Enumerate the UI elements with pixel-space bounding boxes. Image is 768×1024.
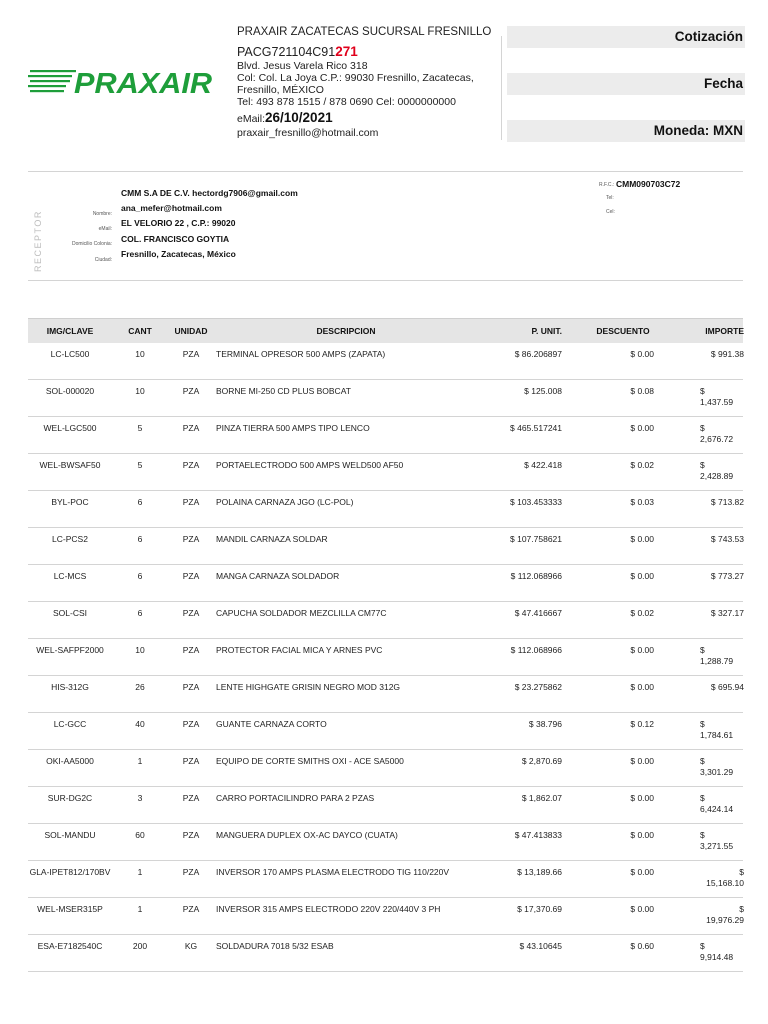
item-code: SUR-DG2C	[47, 793, 93, 803]
email-label: eMail:	[237, 113, 266, 125]
item-unit: KG	[184, 941, 198, 951]
table-row	[28, 639, 743, 676]
item-amount-part: $ 327.17	[710, 608, 744, 618]
table-row	[28, 787, 743, 824]
item-amount-part: 2,428.89	[700, 471, 734, 481]
item-amount-part: 1,437.59	[700, 397, 734, 407]
client-rfc: CMM090703C72	[616, 179, 681, 189]
item-amount	[700, 713, 744, 750]
address-line: Fresnillo, MÉXICO	[237, 84, 324, 96]
item-amount-part: 3,301.29	[700, 767, 734, 777]
item-code: OKI-AA5000	[46, 756, 94, 766]
item-description: POLAINA CARNAZA JGO (LC-POL)	[216, 497, 354, 507]
item-unit-price: $ 1,862.07	[521, 793, 562, 803]
table-row	[28, 935, 743, 972]
item-amount	[700, 639, 744, 676]
header-divider	[501, 36, 502, 140]
item-description: MANDIL CARNAZA SOLDAR	[216, 534, 328, 544]
praxair-logo	[28, 64, 214, 100]
item-description: GUANTE CARNAZA CORTO	[216, 719, 327, 729]
email-date-line	[237, 111, 497, 126]
item-code: WEL-LGC500	[43, 423, 97, 433]
item-qty: 60	[135, 830, 145, 840]
address-line: Blvd. Jesus Varela Rico 318	[237, 60, 368, 72]
item-code: WEL-MSER315P	[37, 904, 103, 914]
row-divider	[28, 971, 743, 972]
table-row	[28, 861, 743, 898]
item-qty: 1	[137, 867, 143, 877]
item-description: MANGA CARNAZA SOLDADOR	[216, 571, 340, 581]
item-code: LC-LC500	[50, 349, 90, 359]
item-unit-price: $ 112.068966	[510, 571, 562, 581]
item-qty: 26	[135, 682, 145, 692]
item-amount-part: $	[700, 756, 705, 766]
item-description: PORTAELECTRODO 500 AMPS WELD500 AF50	[216, 460, 404, 470]
item-description: SOLDADURA 7018 5/32 ESAB	[216, 941, 334, 951]
issue-date: 26/10/2021	[265, 110, 333, 125]
table-header	[28, 318, 743, 343]
table-row	[28, 491, 743, 528]
col-header-unit: UNIDAD	[174, 326, 208, 336]
item-amount	[700, 491, 744, 528]
col-header-code: IMG/CLAVE	[46, 326, 94, 336]
cel-label: Cel:	[606, 209, 615, 215]
col-header-qty: CANT	[128, 326, 152, 336]
item-unit-price: $ 2,870.69	[521, 756, 562, 766]
col-header-desc: DESCRIPCION	[316, 326, 376, 336]
item-qty: 5	[137, 423, 143, 433]
item-amount-part: $	[700, 423, 705, 433]
item-code: LC-MCS	[53, 571, 87, 581]
quote-title: Cotización	[507, 26, 745, 48]
receptor-label: RECEPTOR	[33, 210, 43, 272]
item-discount: $ 0.00	[630, 867, 654, 877]
table-row	[28, 750, 743, 787]
item-amount-part: 6,424.14	[700, 804, 734, 814]
item-unit: PZA	[182, 423, 200, 433]
item-qty: 5	[137, 460, 143, 470]
col-header-amount: IMPORTE	[705, 326, 744, 336]
item-description: MANGUERA DUPLEX OX-AC DAYCO (CUATA)	[216, 830, 398, 840]
item-amount-part: $ 743.53	[710, 534, 744, 544]
item-unit-price: $ 47.413833	[514, 830, 562, 840]
item-description: EQUIPO DE CORTE SMITHS OXI - ACE SA5000	[216, 756, 404, 766]
client-city: Fresnillo, Zacatecas, México	[121, 249, 236, 259]
item-description: CAPUCHA SOLDADOR MEZCLILLA CM77C	[216, 608, 387, 618]
item-unit-price: $ 465.517241	[510, 423, 562, 433]
item-unit-price: $ 107.758621	[510, 534, 562, 544]
item-amount-part: $	[700, 386, 705, 396]
address-line: Tel: 493 878 1515 / 878 0690 Cel: 0000000000	[237, 96, 456, 108]
item-amount-part: $	[700, 645, 705, 655]
item-description: BORNE MI-250 CD PLUS BOBCAT	[216, 386, 351, 396]
item-discount: $ 0.00	[630, 793, 654, 803]
folio-prefix: PACG721104C91	[237, 45, 336, 59]
company-email: praxair_fresnillo@hotmail.com	[237, 127, 379, 139]
table-row	[28, 676, 743, 713]
item-unit: PZA	[182, 645, 200, 655]
item-unit: PZA	[182, 830, 200, 840]
tel-label: Tel:	[606, 195, 614, 201]
email-label: eMail:	[98, 226, 112, 232]
item-amount	[700, 565, 744, 602]
divider	[28, 280, 743, 281]
item-amount-part: $ 713.82	[710, 497, 744, 507]
item-discount: $ 0.08	[630, 386, 654, 396]
item-amount	[700, 343, 744, 380]
table-row	[28, 343, 743, 380]
item-description: INVERSOR 315 AMPS ELECTRODO 220V 220/440V 3 PH	[216, 904, 441, 914]
item-description: LENTE HIGHGATE GRISIN NEGRO MOD 312G	[216, 682, 401, 692]
item-qty: 6	[137, 608, 143, 618]
currency-label: Moneda: MXN	[507, 120, 745, 142]
table-row	[28, 713, 743, 750]
table-row	[28, 602, 743, 639]
item-unit-price: $ 43.10645	[519, 941, 562, 951]
item-amount-part: $ 773.27	[710, 571, 744, 581]
name-label: Nombre:	[92, 211, 112, 217]
item-qty: 10	[135, 386, 145, 396]
item-discount: $ 0.00	[630, 830, 654, 840]
item-description: CARRO PORTACILINDRO PARA 2 PZAS	[216, 793, 375, 803]
item-qty: 6	[137, 534, 143, 544]
item-code: WEL-SAFPF2000	[36, 645, 104, 655]
address-line: Col: Col. La Joya C.P.: 99030 Fresnillo, Zacatecas,	[237, 72, 474, 84]
item-unit-price: $ 23.275862	[514, 682, 562, 692]
item-unit: PZA	[182, 571, 200, 581]
client-name: CMM S.A DE C.V. hectordg7906@gmail.com	[121, 188, 298, 198]
rfc-label: R.F.C.:	[599, 182, 615, 188]
colonia-label: Domicilio Colonia:	[71, 241, 112, 247]
item-discount: $ 0.00	[630, 349, 654, 359]
table-row	[28, 565, 743, 602]
item-unit-price: $ 422.418	[524, 460, 562, 470]
item-description: PROTECTOR FACIAL MICA Y ARNES PVC	[216, 645, 383, 655]
table-row	[28, 824, 743, 861]
item-code: SOL-MANDU	[44, 830, 96, 840]
item-amount-part: $ 695.94	[710, 682, 744, 692]
item-amount-part: 3,271.55	[700, 841, 734, 851]
item-amount	[700, 454, 744, 491]
item-unit: PZA	[182, 386, 200, 396]
item-amount-part: $	[700, 941, 705, 951]
item-discount: $ 0.00	[630, 534, 654, 544]
item-unit-price: $ 47.416667	[514, 608, 562, 618]
item-unit: PZA	[182, 719, 200, 729]
item-unit-price: $ 38.796	[528, 719, 562, 729]
table-row	[28, 528, 743, 565]
item-unit: PZA	[182, 867, 200, 877]
item-discount: $ 0.00	[630, 423, 654, 433]
divider	[28, 171, 743, 172]
item-discount: $ 0.00	[630, 756, 654, 766]
item-discount: $ 0.00	[630, 645, 654, 655]
item-unit-price: $ 13,189.66	[517, 867, 562, 877]
item-amount-part: 9,914.48	[700, 952, 734, 962]
item-unit-price: $ 125.008	[524, 386, 562, 396]
item-amount-part: $ 15,168.10	[706, 867, 744, 888]
item-qty: 200	[132, 941, 148, 951]
item-amount-part: 1,288.79	[700, 656, 734, 666]
item-unit: PZA	[182, 349, 200, 359]
item-code: SOL-CSI	[52, 608, 87, 618]
item-amount-part: $ 19,976.29	[706, 904, 744, 925]
item-unit: PZA	[182, 497, 200, 507]
client-colonia: COL. FRANCISCO GOYTIA	[121, 234, 230, 244]
item-amount	[700, 417, 744, 454]
company-info	[237, 26, 497, 140]
item-discount: $ 0.12	[630, 719, 654, 729]
client-address: EL VELORIO 22 , C.P.: 99020	[121, 218, 236, 228]
item-amount-part: $	[700, 793, 705, 803]
folio-number: 271	[335, 44, 358, 59]
item-code: LC-PCS2	[52, 534, 88, 544]
item-code: LC-GCC	[53, 719, 87, 729]
item-discount: $ 0.00	[630, 904, 654, 914]
item-unit: PZA	[182, 756, 200, 766]
item-qty: 10	[135, 349, 145, 359]
item-amount-part: $	[700, 830, 705, 840]
item-unit: PZA	[182, 534, 200, 544]
item-unit: PZA	[182, 460, 200, 470]
item-code: GLA-IPET812/170BV	[29, 867, 111, 877]
item-code: BYL-POC	[51, 497, 89, 507]
item-amount-part: 2,676.72	[700, 434, 734, 444]
item-code: ESA-E7182540C	[37, 941, 103, 951]
item-amount	[700, 528, 744, 565]
item-unit-price: $ 103.453333	[510, 497, 562, 507]
item-amount-part: 1,784.61	[700, 730, 734, 740]
item-qty: 10	[135, 645, 145, 655]
item-amount-part: $ 991.38	[710, 349, 744, 359]
item-amount	[700, 602, 744, 639]
table-row	[28, 898, 743, 935]
item-qty: 1	[137, 904, 143, 914]
item-description: PINZA TIERRA 500 AMPS TIPO LENCO	[216, 423, 370, 433]
table-row	[28, 454, 743, 491]
item-amount	[700, 898, 744, 935]
item-unit: PZA	[182, 608, 200, 618]
client-email: ana_mefer@hotmail.com	[121, 203, 222, 213]
city-label: Ciudad:	[94, 257, 112, 263]
item-code: SOL-000020	[45, 386, 95, 396]
item-unit: PZA	[182, 904, 200, 914]
item-unit: PZA	[182, 793, 200, 803]
item-qty: 6	[137, 571, 143, 581]
item-discount: $ 0.03	[630, 497, 654, 507]
company-name: PRAXAIR ZACATECAS SUCURSAL FRESNILLO	[237, 26, 492, 38]
col-header-price: P. UNIT.	[531, 326, 562, 336]
item-qty: 6	[137, 497, 143, 507]
svg-text:PRAXAIR: PRAXAIR	[74, 68, 213, 100]
table-row	[28, 417, 743, 454]
item-unit-price: $ 17,370.69	[517, 904, 562, 914]
item-discount: $ 0.02	[630, 460, 654, 470]
item-amount	[700, 676, 744, 713]
item-code: WEL-BWSAF50	[39, 460, 101, 470]
item-qty: 1	[137, 756, 143, 766]
table-row	[28, 380, 743, 417]
item-description: INVERSOR 170 AMPS PLASMA ELECTRODO TIG 110/220V	[216, 867, 450, 877]
item-code: HIS-312G	[51, 682, 89, 692]
item-amount	[700, 787, 744, 824]
item-unit-price: $ 86.206897	[514, 349, 562, 359]
item-description: TERMINAL OPRESOR 500 AMPS (ZAPATA)	[216, 349, 386, 359]
item-unit-price: $ 112.068966	[510, 645, 562, 655]
item-discount: $ 0.60	[630, 941, 654, 951]
item-amount	[700, 750, 744, 787]
item-amount-part: $	[700, 460, 705, 470]
item-discount: $ 0.00	[630, 682, 654, 692]
item-qty: 3	[137, 793, 143, 803]
item-qty: 40	[135, 719, 145, 729]
date-label: Fecha	[507, 73, 745, 95]
item-unit: PZA	[182, 682, 200, 692]
item-amount	[700, 380, 744, 417]
item-amount-part: $	[700, 719, 705, 729]
item-discount: $ 0.00	[630, 571, 654, 581]
item-discount: $ 0.02	[630, 608, 654, 618]
item-amount	[700, 824, 744, 861]
item-amount	[700, 935, 744, 972]
col-header-discount: DESCUENTO	[596, 326, 650, 336]
folio	[237, 44, 497, 60]
item-amount	[700, 861, 744, 898]
